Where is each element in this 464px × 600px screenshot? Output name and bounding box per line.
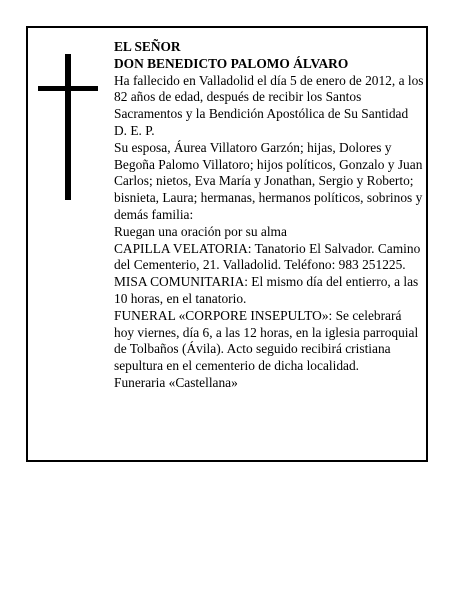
cross-icon: [38, 54, 98, 200]
obituary-heading: EL SEÑOR: [114, 39, 181, 54]
cross-horizontal-bar: [38, 86, 98, 91]
cross-vertical-bar: [65, 54, 71, 200]
obituary-notice: [26, 26, 428, 462]
obituary-text: [114, 39, 424, 392]
rest-in-peace: D. E. P.: [114, 122, 155, 138]
deceased-name: DON BENEDICTO PALOMO ÁLVARO: [114, 55, 349, 71]
prayer-request: Ruegan una oración por su alma: [114, 223, 287, 239]
funeral-home: Funeraria «Castellana»: [114, 374, 238, 390]
funeral-info: FUNERAL «CORPORE INSEPULTO»: Se celebrará hoy viernes, día 6, a las 12 horas, en la iglesia parroquial de Tolbaños (Ávila). Acto seguido recibirá cristiana sepultura en el cementerio de dicha localidad.: [114, 307, 419, 374]
death-announcement: Ha fallecido en Valladolid el día 5 de enero de 2012, a los 82 años de edad, después de recibir los Santos Sacramentos y la Bendición Apostólica de Su Santidad: [114, 72, 424, 122]
community-mass-info: MISA COMUNITARIA: El mismo día del entierro, a las 10 horas, en el tanatorio.: [114, 274, 419, 306]
family-list: Su esposa, Áurea Villatoro Garzón; hijas, Dolores y Begoña Palomo Villatoro; hijos políticos, Gonzalo y Juan Carlos; nietos, Eva María y Jonathan, Sergio y Roberto; bisnieta, Laura; hermanas, hermanos políticos, sobrinos y demás familia:: [114, 139, 423, 222]
wake-chapel-info: CAPILLA VELATORIA: Tanatorio El Salvador. Camino del Cementerio, 21. Valladolid. Teléfono: 983 251225.: [114, 240, 421, 273]
